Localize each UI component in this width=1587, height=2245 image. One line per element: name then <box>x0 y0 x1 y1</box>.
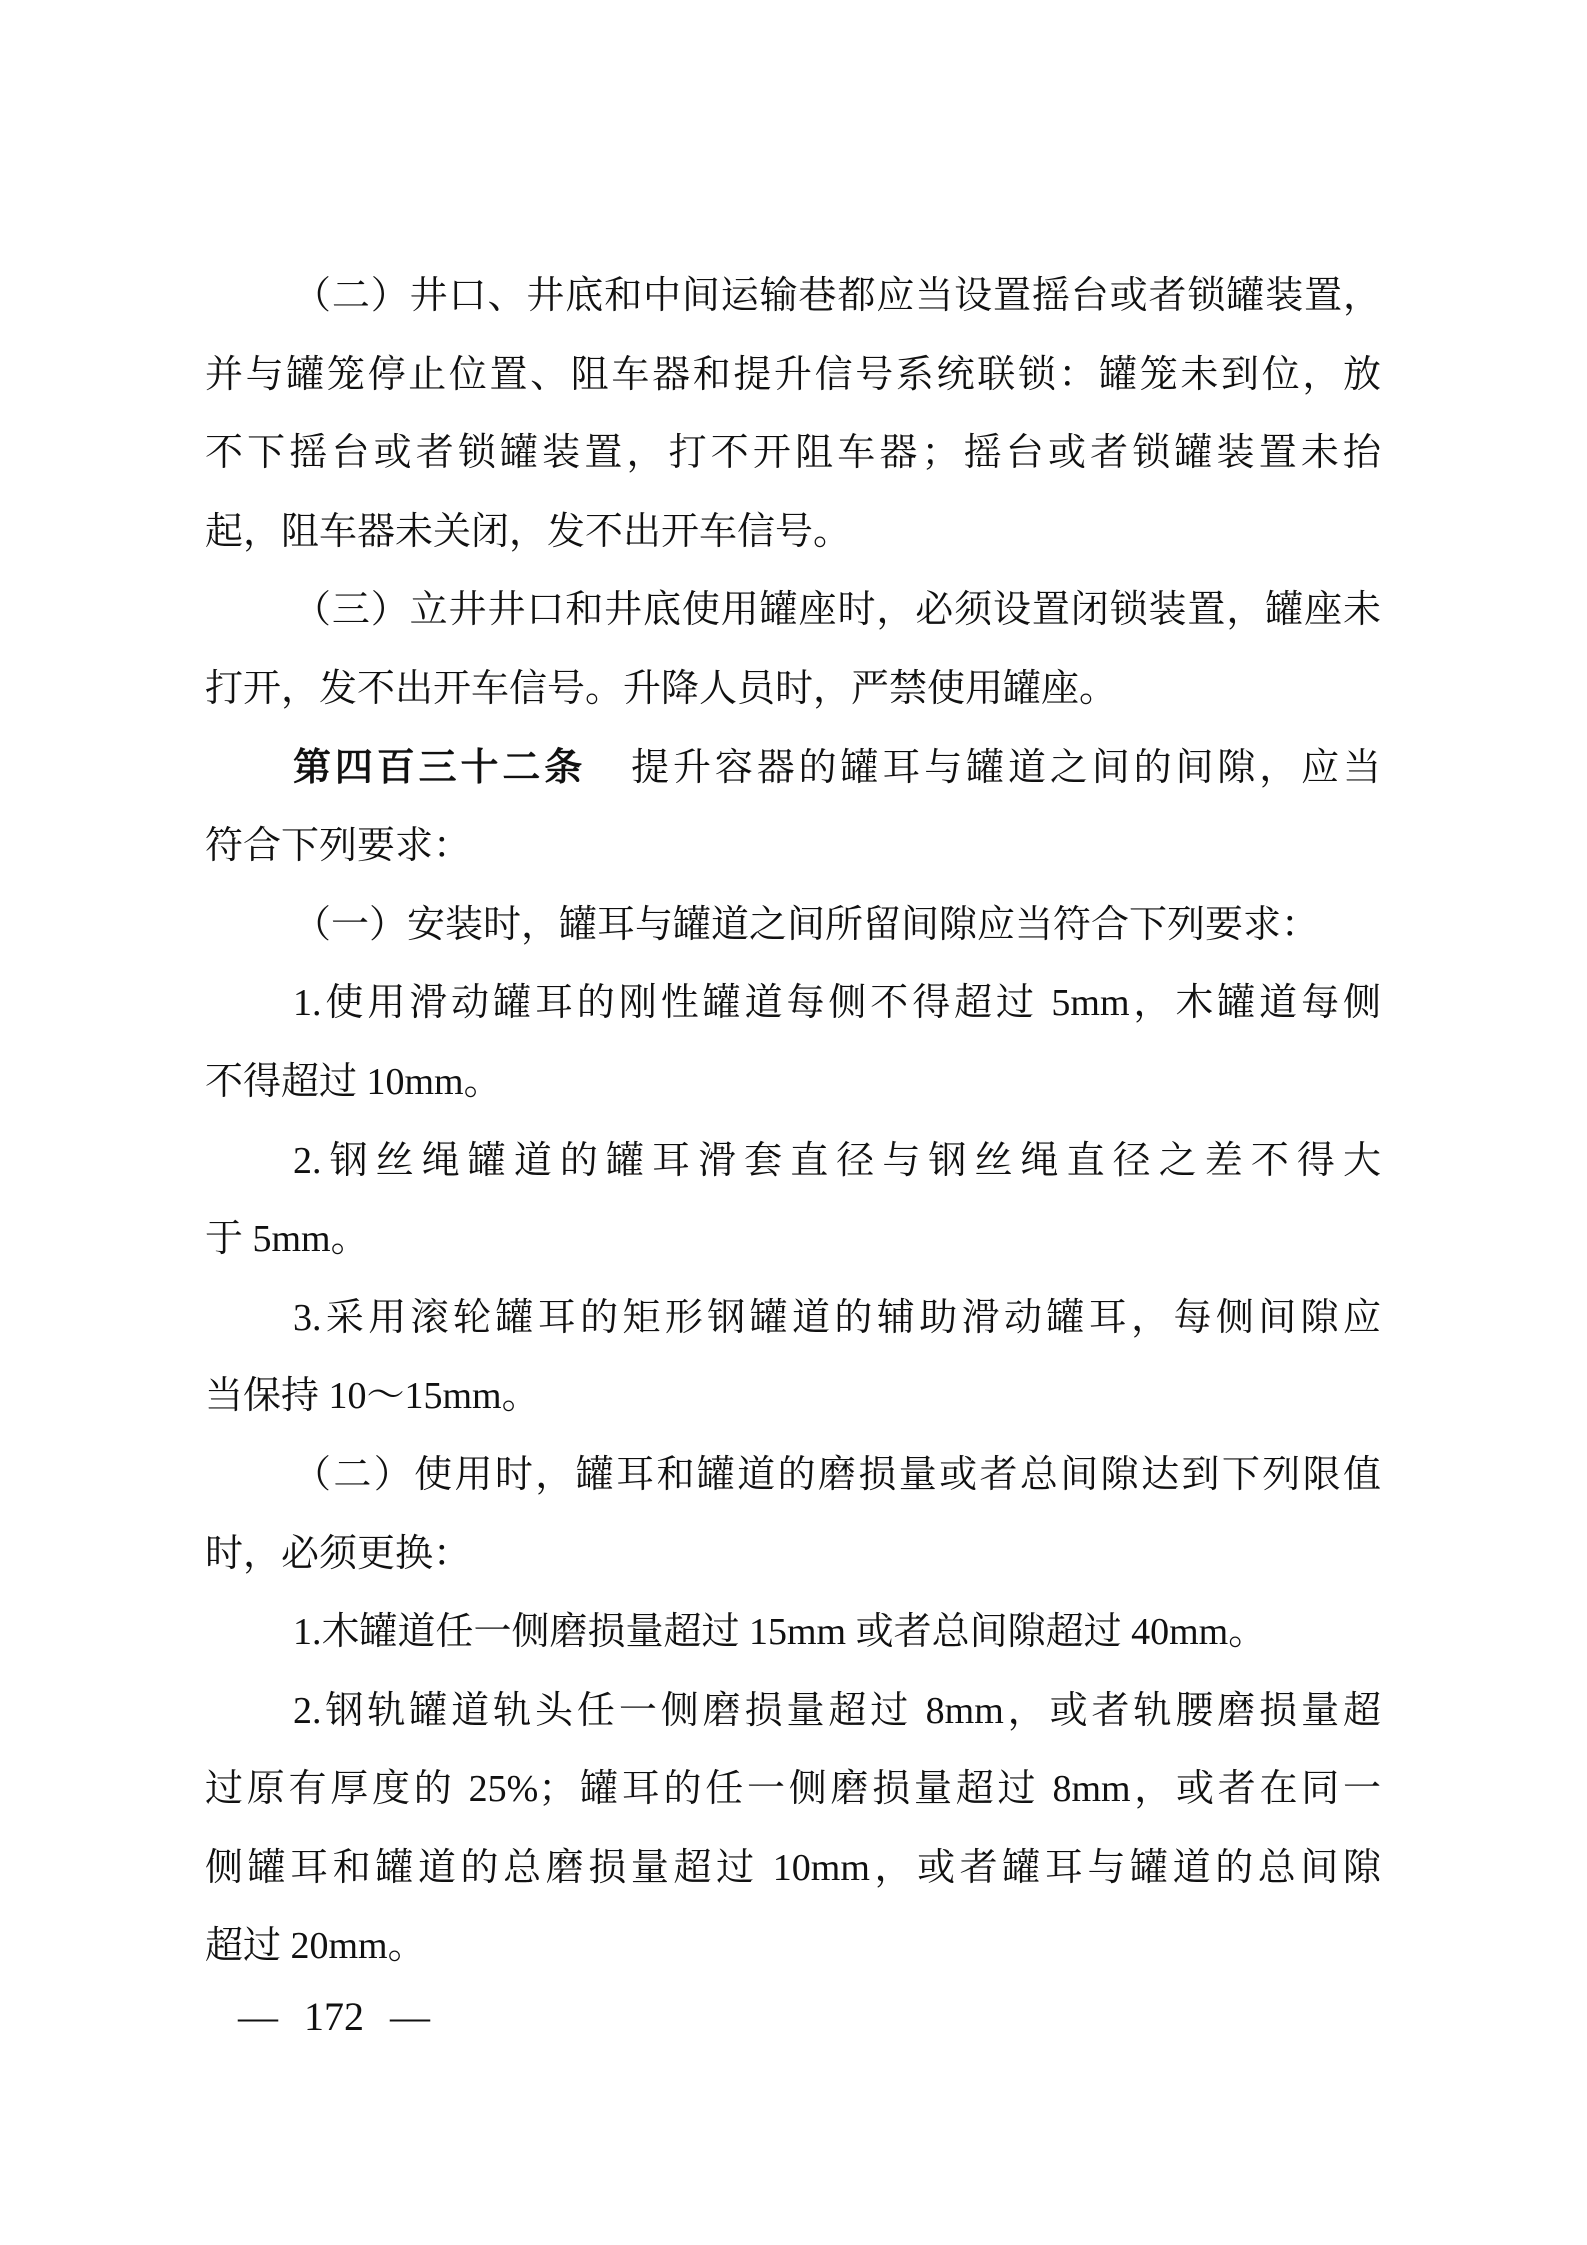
text-line: 时，必须更换： <box>205 1532 472 1575</box>
footer-dash-right: — <box>390 1994 430 2039</box>
text-line: （二）井口、井底和中间运输巷都应当设置摇台或者锁罐装置， <box>293 275 1381 317</box>
text-line: 2.钢轨罐道轨头任一侧磨损量超过 8mm，或者轨腰磨损量超 <box>293 1689 1381 1732</box>
document-text-block <box>205 257 1381 1986</box>
text-line: （三）立井井口和井底使用罐座时，必须设置闭锁装置，罐座未 <box>293 589 1381 632</box>
text-line: （二）使用时，罐耳和罐道的磨损量或者总间隙达到下列限值 <box>293 1453 1381 1496</box>
text-line: （一）安装时，罐耳与罐道之间所留间隙应当符合下列要求： <box>293 903 1320 946</box>
text-line: 不下摇台或者锁罐装置，打不开阻车器；摇台或者锁罐装置未抬 <box>205 432 1381 475</box>
text-line: 侧罐耳和罐道的总磨损量超过 10mm，或者罐耳与罐道的总间隙 <box>205 1846 1381 1889</box>
text-line: 不得超过 10mm。 <box>205 1060 502 1103</box>
article-heading-text: 提升容器的罐耳与罐道之间的间隙，应当 <box>631 746 1381 789</box>
text-line: 过原有厚度的 25%；罐耳的任一侧磨损量超过 8mm，或者在同一 <box>205 1768 1381 1811</box>
text-line-article-heading <box>205 729 1381 808</box>
text-line: 当保持 10～15mm。 <box>205 1375 540 1418</box>
text-line: 3.采用滚轮罐耳的矩形钢罐道的辅助滑动罐耳，每侧间隙应 <box>293 1296 1381 1339</box>
article-number: 第四百三十二条 <box>293 746 587 789</box>
page-number: 172 <box>304 1994 364 2039</box>
text-line: 并与罐笼停止位置、阻车器和提升信号系统联锁：罐笼未到位，放 <box>205 353 1381 396</box>
text-line: 1.木罐道任一侧磨损量超过 15mm 或者总间隙超过 40mm。 <box>293 1611 1267 1654</box>
text-line: 1.使用滑动罐耳的刚性罐道每侧不得超过 5mm，木罐道每侧 <box>293 982 1381 1025</box>
text-line: 打开，发不出开车信号。升降人员时，严禁使用罐座。 <box>205 667 1118 710</box>
footer-dash-left: — <box>238 1994 278 2039</box>
text-line: 符合下列要求： <box>205 825 472 868</box>
page-footer <box>238 1993 430 2041</box>
text-line: 起，阻车器未关闭，发不出开车信号。 <box>205 510 852 553</box>
text-line: 于 5mm。 <box>205 1218 369 1261</box>
text-line: 2.钢丝绳罐道的罐耳滑套直径与钢丝绳直径之差不得大 <box>293 1139 1381 1182</box>
text-line: 超过 20mm。 <box>205 1925 426 1968</box>
